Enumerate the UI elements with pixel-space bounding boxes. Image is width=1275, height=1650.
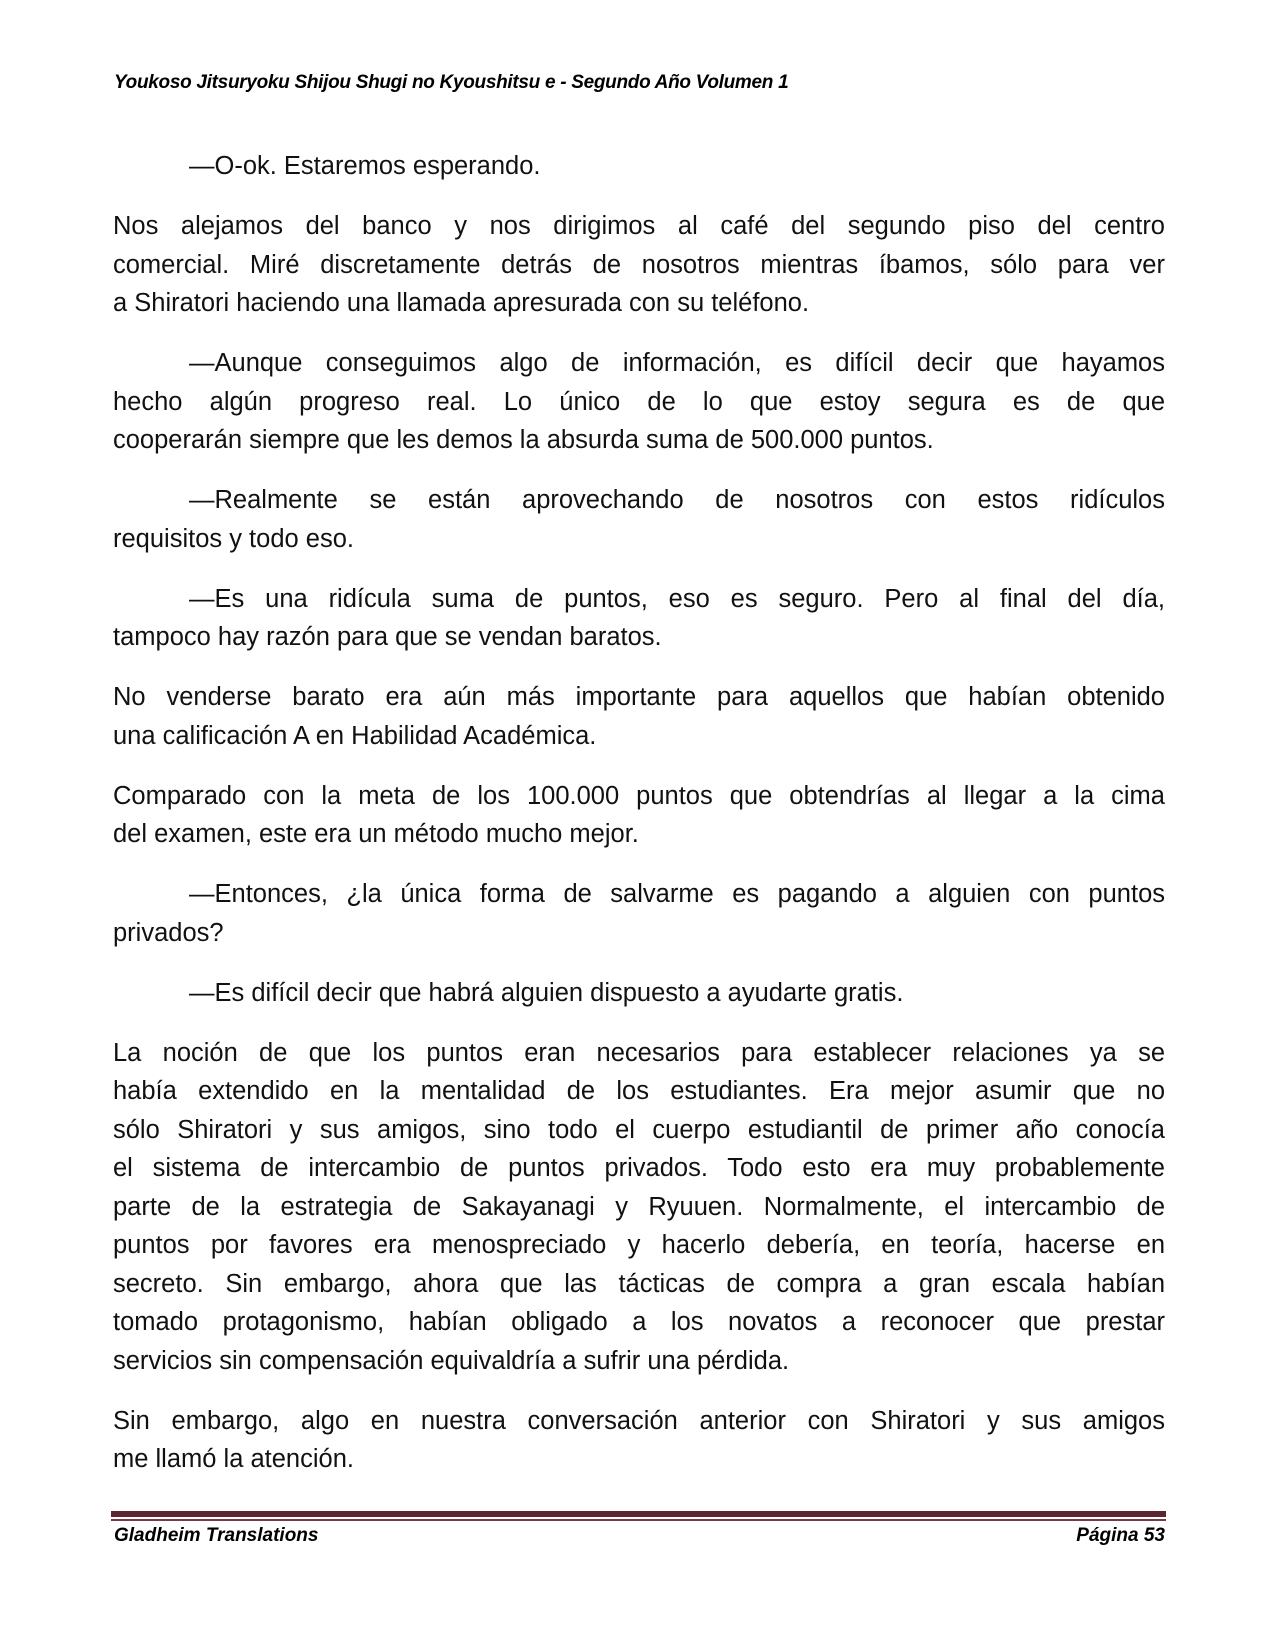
text-line: una calificación A en Habilidad Académica. xyxy=(113,721,597,750)
page-number: Página 53 xyxy=(1076,1525,1165,1546)
paragraph xyxy=(113,481,1165,558)
text-line: servicios sin compensación equivaldría a sufrir una pérdida. xyxy=(113,1346,790,1375)
paragraph xyxy=(113,344,1165,460)
text-line: —Aunque conseguimos algo de información, es difícil decir que hayamos xyxy=(189,349,1165,377)
footer-rule-thick xyxy=(111,1511,1166,1517)
text-line: No venderse barato era aún más importante para aquellos que habían obtenido xyxy=(113,683,1165,711)
text-line: —Realmente se están aprovechando de nosotros con estos ridículos xyxy=(189,486,1165,514)
text-line: el sistema de intercambio de puntos privados. Todo esto era muy probablemente xyxy=(113,1154,1165,1182)
text-line: Comparado con la meta de los 100.000 puntos que obtendrías al llegar a la cima xyxy=(113,781,1165,810)
text-line: tampoco hay razón para que se vendan baratos. xyxy=(113,623,662,651)
text-line: —Entonces, ¿la única forma de salvarme es pagando a alguien con puntos xyxy=(189,880,1165,908)
text-line: a Shiratori haciendo una llamada apresurada con su teléfono. xyxy=(113,289,810,317)
text-line: tomado protagonismo, habían obligado a los novatos a reconocer que prestar xyxy=(113,1308,1165,1336)
text-line: puntos por favores era menospreciado y hacerlo debería, en teoría, hacerse en xyxy=(113,1231,1165,1259)
paragraph xyxy=(113,1034,1165,1381)
paragraph xyxy=(113,147,1165,186)
footer-credit: Gladheim Translations xyxy=(114,1525,319,1546)
text-line: —Es difícil decir que habrá alguien dispuesto a ayudarte gratis. xyxy=(189,978,904,1007)
text-line: había extendido en la mentalidad de los estudiantes. Era mejor asumir que no xyxy=(113,1077,1165,1105)
running-header: Youkoso Jitsuryoku Shijou Shugi no Kyoushitsu e - Segundo Año Volumen 1 xyxy=(114,72,789,93)
text-line: sólo Shiratori y sus amigos, sino todo el cuerpo estudiantil de primer año conocía xyxy=(113,1115,1165,1144)
paragraph xyxy=(113,207,1165,323)
text-line: —O-ok. Estaremos esperando. xyxy=(189,152,541,180)
text-line: —Es una ridícula suma de puntos, eso es seguro. Pero al final del día, xyxy=(189,584,1165,613)
paragraph xyxy=(113,875,1165,952)
text-line: del examen, este era un método mucho mejor. xyxy=(113,820,639,848)
paragraph xyxy=(113,777,1165,854)
footer-rule-thin xyxy=(111,1519,1166,1521)
text-line: me llamó la atención. xyxy=(113,1445,354,1473)
text-line: hecho algún progreso real. Lo único de lo que estoy segura es de que xyxy=(113,387,1165,416)
paragraph xyxy=(113,1402,1165,1479)
text-line: cooperarán siempre que les demos la absurda suma de 500.000 puntos. xyxy=(113,426,934,454)
document-body xyxy=(113,147,1165,1500)
paragraph xyxy=(113,974,1165,1013)
text-line: Nos alejamos del banco y nos dirigimos al café del segundo piso del centro xyxy=(113,212,1165,240)
paragraph xyxy=(113,580,1165,657)
text-line: parte de la estrategia de Sakayanagi y Ryuuen. Normalmente, el intercambio de xyxy=(113,1192,1165,1221)
text-line: Sin embargo, algo en nuestra conversación anterior con Shiratori y sus amigos xyxy=(113,1406,1165,1435)
text-line: privados? xyxy=(113,918,224,947)
paragraph xyxy=(113,678,1165,755)
text-line: La noción de que los puntos eran necesarios para establecer relaciones ya se xyxy=(113,1038,1165,1067)
text-line: comercial. Miré discretamente detrás de nosotros mientras íbamos, sólo para ver xyxy=(113,250,1165,279)
text-line: requisitos y todo eso. xyxy=(113,524,354,553)
text-line: secreto. Sin embargo, ahora que las tácticas de compra a gran escala habían xyxy=(113,1269,1165,1298)
